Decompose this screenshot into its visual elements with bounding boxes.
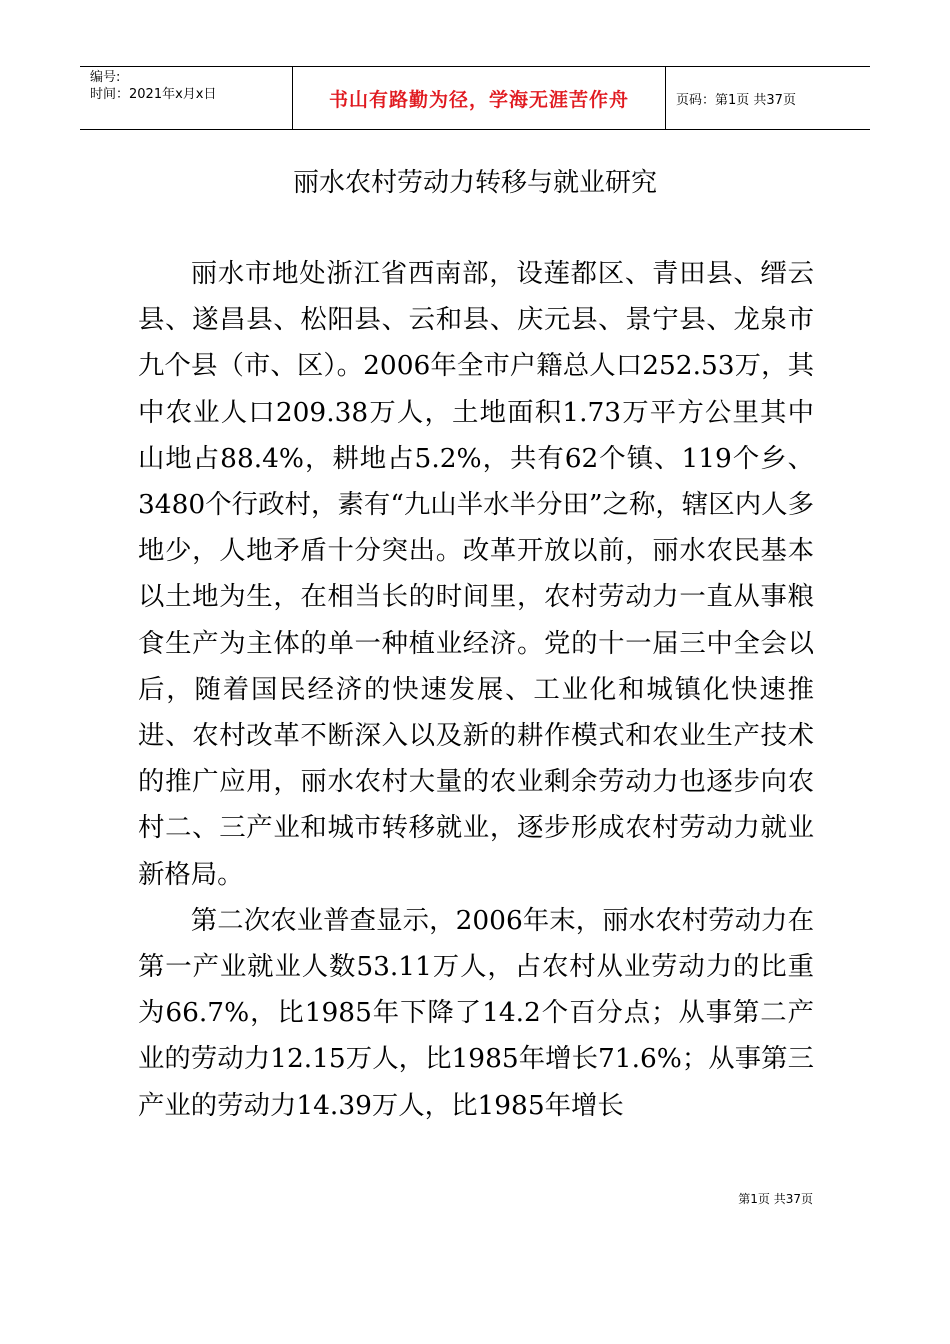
document-time: 时间：2021年x月x日: [90, 87, 217, 102]
document-body: [138, 251, 814, 1129]
document-header: [80, 66, 870, 130]
document-number-label: 编号:: [90, 70, 121, 85]
document-title: 丽水农村劳动力转移与就业研究: [292, 168, 657, 198]
paragraph-1: 丽水市地处浙江省西南部，设莲都区、青田县、缙云县、遂昌县、松阳县、云和县、庆元县、景宁县、龙泉市九个县（市、区）。2006年全市户籍总人口252.53万，其中农业人口209.38万人，土地面积1.73万平方公里其中山地占88.4%，耕地占5.2%，共有62个镇、119个乡、3480个行政村，素有“九山半水半分田”之称，辖区内人多地少，人地矛盾十分突出。改革开放以前，丽水农民基本以土地为生，在相当长的时间里，农村劳动力一直从事粮食生产为主体的单一种植业经济。党的十一届三中全会以后，随着国民经济的快速发展、工业化和城镇化快速推进、农村改革不断深入以及新的耕作模式和农业生产技术的推广应用，丽水农村大量的农业剩余劳动力也逐步向农村二、三产业和城市转移就业，逐步形成农村劳动力就业新格局。: [138, 258, 814, 890]
header-meta: [80, 67, 293, 130]
motto-text: 书山有路勤为径，学海无涯苦作舟: [328, 88, 629, 111]
header-motto-cell: [293, 67, 666, 130]
header-page-code: 页码：第1页 共37页: [676, 92, 796, 108]
paragraph-2: 第二次农业普查显示，2006年末，丽水农村劳动力在第一产业就业人数53.11万人，占农村从业劳动力的比重为66.7%，比1985年下降了14.2个百分点；从事第二产业的劳动力12.15万人，比1985年增长71.6%；从事第三产业的劳动力14.39万人，比1985年增长: [138, 904, 814, 1121]
page-footer: 第1页 共37页: [738, 1192, 813, 1206]
